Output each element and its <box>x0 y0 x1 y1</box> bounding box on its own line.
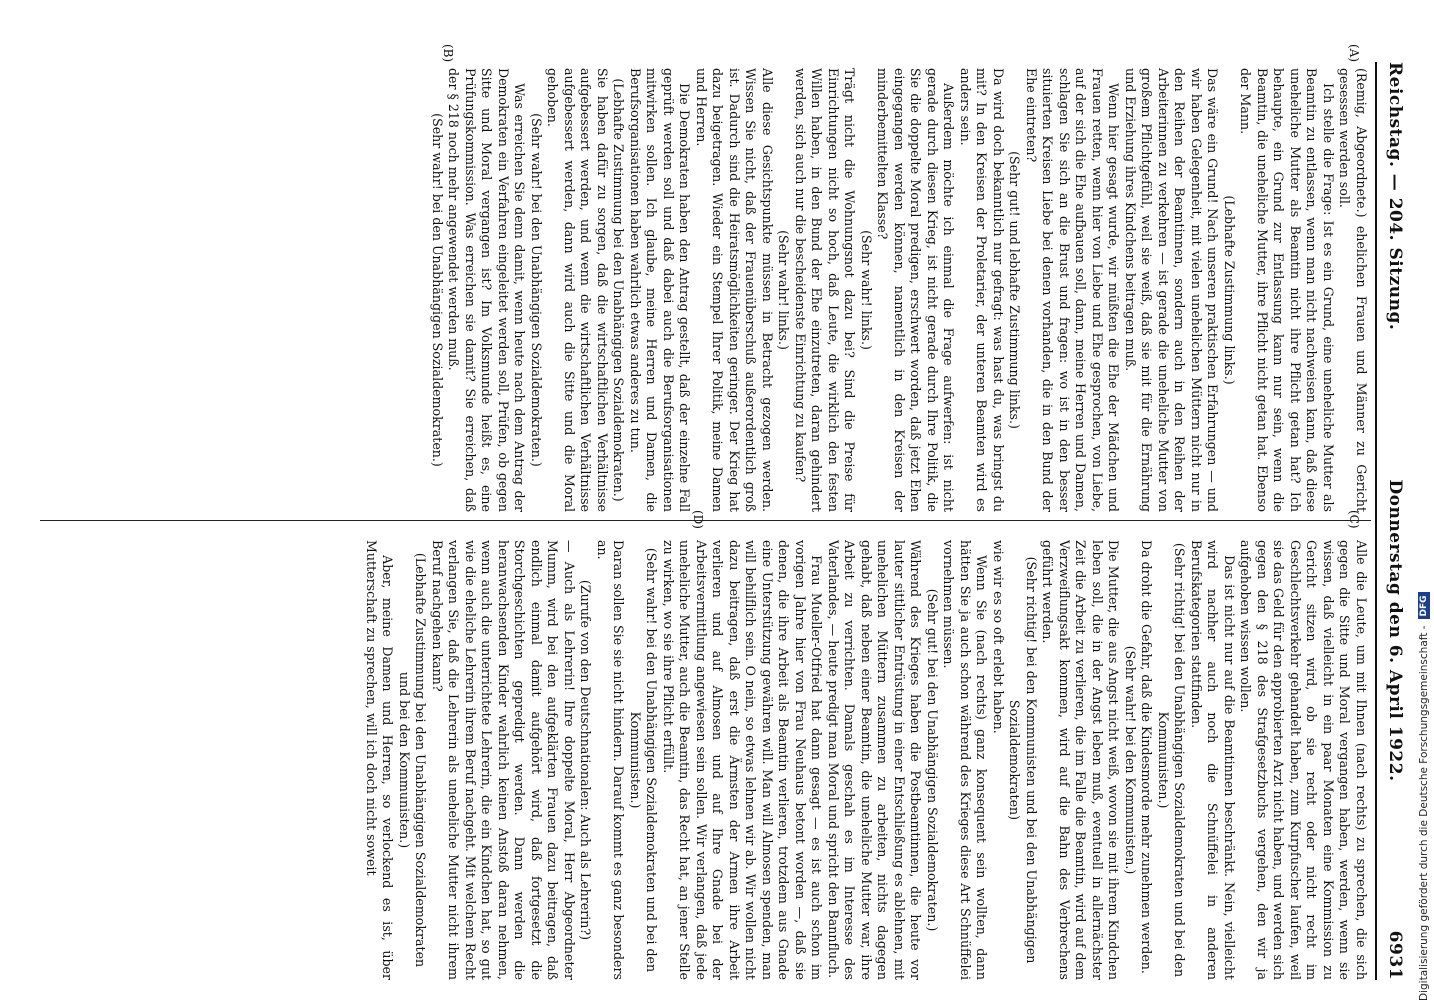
paragraph: Wenn Sie (nach rechts) ganz konsequent sein wollten, dann hätten Sie ja auch schon während des Krieges diese Art Schnüffelei vornehmen müssen. <box>941 540 990 980</box>
header-rule <box>1375 62 1377 980</box>
page-header <box>1377 62 1405 980</box>
paragraph: (Sehr wahr! links.) <box>859 230 874 350</box>
paragraph: (Sehr richtig! bei den Kommunisten und bei den Unabhängigen Sozialdemokraten) <box>1007 556 1039 964</box>
paragraph: Trägt nicht die Wohnungsnot dazu bei? Sind die Preise für Einrichtungen nicht so hoch, daß Leute, die wirklich den festen Willen haben, in den Bund der Ehe einzutreten, daran gehindert werden, sich auch nur die bescheidenste Einrichtung zu kaufen? <box>793 68 858 512</box>
paragraph: Aber, meine Damen und Herren, so verlockend es ist, über Mutterschaft zu sprechen, will ich doch nicht soweit <box>364 540 396 980</box>
paragraph: Wenn hier gesagt wurde, wir müßten die Ehe der Mädchen und Frauen retten, wenn hier von Liebe und Ehe gesprochen, von Liebe, auf der sich die Ehe aufbauen soll, dann, meine Herren und Damen, schlagen Sie sich an die Brust und fragen: wo ist in den besser situierten Kreisen Liebe bei denen vorhanden, die in den Bund der Ehe eintreten? <box>1024 68 1122 512</box>
paragraph: Da droht die Gefahr, daß die Kindesmorde mehr zunehmen werden. <box>1139 540 1155 974</box>
paragraph: (Sehr gut! bei den Unabhängigen Sozialdemokraten.) <box>925 588 940 932</box>
paragraph: (Lebhafte Zustimmung bei den Unabhängigen Sozialdemokraten.) <box>611 78 627 502</box>
paragraph: Da wird doch bekanntlich nur gefragt: was hast du, was bringst du mit? In den Kreisen der Proletarier, der unteren Beamten wird es anders sein. <box>958 68 1006 512</box>
right-column <box>28 540 1369 980</box>
paragraph: Frau Mueller-Otfried hat dann gesagt — es ist auch schon im vorigen Jahre hier von Frau Neuhaus betont worden —, daß sie denen, die ihre Arbeit als Beamtin verlieren, trotzdem aus Gnade eine Unterstützung gewähren will. Man will Almosen spenden, man will behilflich sein. O nein, so etwas lehnen wir ab. Wir wollen nicht dazu beitragen, daß erst die Ärmsten der Armen ihre Arbeit verlieren und auf Almosen und auf Ihre Gnade bei der Arbeitsvermittlung angewiesen sein sollen. Wir verlangen, daß jede uneheliche Mutter, auch die Beamtin, das Recht hat, an jener Stelle zu wirken, wo sie ihre Pflicht erfüllt. <box>661 540 825 980</box>
paragraph: — Auch als Lehrerin! Ihre doppelte Moral, Herr Abgeordneter Mumm, wird bei den aufgeklärten Frauen dazu beitragen, daß endlich einmal damit aufgehört wird, daß fortgesetzt die Storchgeschichten gepredigt werden. Dann werden die heranwachsenden Kinder wahrlich keinen Anstoß daran nehmen, wenn auch die unterrichtete Lehrerin, die ein Kindchen hat, so gut wie die eheliche Lehrerin ihrem Beruf nachgeht. Mit welchem Recht verlangen Sie, daß die Lehrerin als uneheliche Mutter nicht ihrem Beruf nachgehen kann? <box>430 540 577 980</box>
header-right: Donnerstag den 6. April 1922. <box>1385 479 1405 782</box>
header-left: Reichstag. — 204. Sitzung. <box>1385 62 1405 331</box>
paragraph: (Sehr gut! und lebhafte Zustimmung links.) <box>1007 151 1023 429</box>
margin-marker-d: (D) <box>691 510 705 529</box>
paragraph: Während des Krieges haben die Postbeamtinnen, die heute vor lauter sittlicher Entrüstung in einer Entschließung es ablehnen, mit unehelichen Müttern zusammen zu arbeiten, nichts dagegen gehabt, daß neben einer Beamtin, die uneheliche Mutter war, ihre Arbeit zu verrichten. Damals geschah es im Interesse des Vaterlandes, — heute predigt man Moral und spricht den Bannfluch. <box>826 540 924 980</box>
paragraph: (Lebhafte Zustimmung bei den Unabhängigen Sozialdemokraten und bei den Kommunisten.) <box>397 552 429 968</box>
paragraph: Das ist nicht nur auf die Beamtinnen beschränkt. Nein, vielleicht wird nachher auch noch die Schnüffelei in anderen Berufskategorien stattfinden. <box>1189 540 1237 980</box>
paragraph: Alle die Leute, um mit Ihnen (nach rechts) zu sprechen, die sich gegen die Sitte und Moral vergangen haben, werden, wenn sie wissen, daß vielleicht in ein paar Monaten eine Kommission zu Gericht sitzen wird, ob sie recht oder nicht recht im Geschlechtsverkehr gehandelt haben, zum Kurpfuscher laufen, weil sie das Geld für den approbierten Arzt nicht haben, und werden sich gegen den § 218 des Strafgesetzbuchs vergehen, den wir ja aufgehoben wissen wollen. <box>1238 540 1369 980</box>
paragraph: (Sehr wahr! bei den Unabhängigen Sozialdemokraten.) <box>529 113 544 467</box>
margin-marker-a: (A) <box>1347 44 1361 63</box>
paragraph: (Sehr wahr! bei den Unabhängigen Sozialdemokraten und bei den Kommunisten.) <box>628 547 660 973</box>
paragraph: (Sehr wahr! bei den Unabhängigen Sozialdemokraten.) <box>430 113 445 467</box>
dfg-logo: DFG <box>1418 592 1430 619</box>
paragraph: Alle diese Gesichtspunkte müssen in Betracht gezogen werden. Wissen Sie nicht, daß der Frauenüberschuß außerordentlich groß ist. Dadurch sind die Heiratsmöglichkeiten geringer. Der Krieg hat dazu beigetragen. Wieder ein Stempel Ihrer Politik, meine Damen und Herren. <box>694 68 775 512</box>
paragraph: (Sehr wahr! bei den Kommunisten.) <box>1123 645 1138 875</box>
margin-marker-b: (B) <box>441 44 455 63</box>
paragraph: (Remig, Abgeordnete.) ehelichen Frauen und Männer zu Gericht gesessen werden soll. <box>1337 68 1369 512</box>
margin-marker-c: (C) <box>1347 510 1361 529</box>
digitization-credit <box>1416 16 1432 1001</box>
left-column <box>28 68 1369 512</box>
column-divider <box>40 520 1371 521</box>
paragraph: Ich stelle die Frage: Ist es ein Grund, eine uneheliche Mutter als Beamtin zu entlassen, wenn man nicht nachweisen kann, daß diese uneheliche Mutter als Beamtin nicht ihre Pflicht getan hat? Ich behaupte, ein Grund zur Entlassung kann nur sein, wenn die Beamtin, die uneheliche Mutter, ihre Pflicht nicht getan hat. Ebenso der Mann. <box>1238 68 1336 512</box>
paragraph: Daran sollen Sie sie nicht hindern. Darauf kommt es ganz besonders an. <box>595 540 627 980</box>
paragraph: wie wir es so oft erlebt haben. <box>991 540 1006 734</box>
credit-text: Digitalisierung gefördert durch die Deutsche Forschungsgemeinschaft - <box>1418 625 1430 1001</box>
paragraph: (Sehr wahr! links.) <box>776 230 792 350</box>
paragraph: Die Demokraten haben den Antrag gestellt, daß der einzelne Fall geprüft werden soll und daß dabei auch die Berufsorganisationen mitwirken sollen. Ich glaube, meine Herren und Damen, die Berufsorganisationen haben wahrlich etwas anderes zu tun. <box>628 68 693 512</box>
paragraph: (Sehr richtig! bei den Unabhängigen Sozialdemokraten und bei den Kommunisten.) <box>1156 542 1188 978</box>
paragraph: Das wäre ein Grund! Nach unseren praktischen Erfahrungen — und wir haben Gelegenheit, mit vielen unehelichen Müttern nicht nur in den Reihen der Beamtinnen, sondern auch in den Reihen der Arbeiterinnen zu verkehren — ist gerade die uneheliche Mutter von großem Pflichtgefühl, weil sie weiß, daß sie mit für die Ernährung und Erziehung ihres Kindchens beitragen muß. <box>1123 68 1221 512</box>
paragraph: Was erreichen Sie denn damit, wenn heute nach dem Antrag der Demokraten ein Verfahren eingeleitet werden soll, Prüfen, ob gegen Sitte und Moral vergangen ist? Im Volksmunde heißt es, eine Prüfungskommission. Was erreichen sie damit? Sie erreichen, daß der § 218 noch mehr angewendet werden muß. <box>446 68 528 512</box>
page-number: 6931 <box>1385 930 1405 980</box>
paragraph: Sie haben dafür zu sorgen, daß die wirtschaftlichen Verhältnisse aufgebessert werden, und wenn die wirtschaftlichen Verhältnisse aufgebessert werden, dann wird auch die Sitte und die Moral gehoben. <box>545 68 610 512</box>
paragraph: (Lebhafte Zustimmung links.) <box>1222 195 1237 385</box>
scanned-page <box>20 0 1405 1000</box>
paragraph: (Zurufe von den Deutschnationalen: Auch als Lehrerin?) <box>578 579 594 941</box>
paragraph: Außerdem möchte ich einmal die Frage aufwerfen: ist nicht gerade durch diesen Krieg, ist nicht gerade durch Ihre Politik, die Sie die doppelte Moral predigen, erschwert worden, daß jetzt Ehen eingegangen werden können, namentlich in den Kreisen der minderbemittelten Klasse? <box>875 68 957 512</box>
paragraph: Die Mutter, die aus Angst nicht weiß, wovon sie mit ihrem Kindchen leben soll, die in der Angst leben muß, eventuell in allernächster Zeit die Arbeit zu verlieren, die im Falle die Beamtin, wird auf dem Verzweiflungsakt kommen, wird auf die Bahn des Verbrechens geführt werden. <box>1040 540 1122 980</box>
